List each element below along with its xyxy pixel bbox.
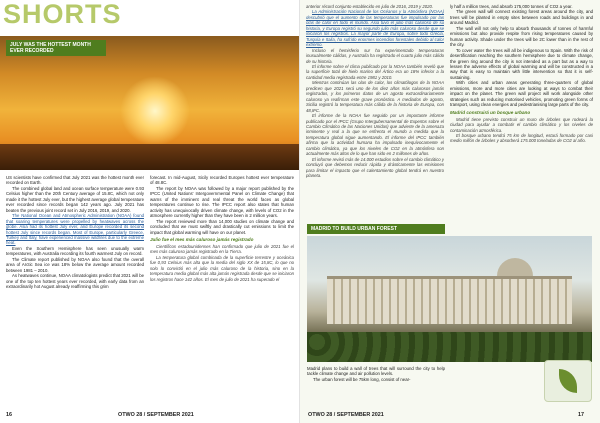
- spanish-subheading: Madrid construirá un bosque urbano: [450, 109, 531, 115]
- spanish-paragraph: El informe de la NOAA fue seguido por un importante informe publicado por el IPCC (Grupo Intergubernamental de Expertos sobre el Cambio Climático de las Naciones Unidas) que advierte de la amenaza inminente y real a la que se enfrenta el mundo a medida que la temperatura global sigue aumentando. El informe del IPCC también afirma que la actividad humana ha impulsado inequívocamente el cambio climático, ya que los niveles de CO2 en la atmósfera son actualmente más altos de lo que han sido en 2 millones de años.: [306, 113, 444, 157]
- spanish-paragraph: Científicos estadounidenses han confirmado que julio de 2021 fue el mes más caluroso jamás registrado en la Tierra.: [150, 243, 294, 255]
- page-number-left: 16: [6, 412, 12, 418]
- section-title: SHORTS: [3, 0, 122, 29]
- paragraph: Even the Southern Hemisphere has seen unusually warm temperatures, with Australia recording its fourth warmest July on record.: [6, 245, 144, 257]
- sun-glow: [120, 76, 190, 146]
- page-number-right: 17: [578, 412, 584, 418]
- heatwave-hero-image: [0, 36, 300, 170]
- paragraph: ly half a million trees, and absorb 175,000 tonnes of CO2 a year.: [450, 4, 573, 9]
- paragraph: The green wall will connect existing forest areas around the city, and trees will be planted in empty sites between roads and buildings in and around Madrid.: [450, 9, 593, 26]
- paragraph: To cover water the trees will all be indigenous to Spain. With the risk of desertification reaching the southern hemisphere due to climate change, the green ring around the city is not intended as a part but as a way to lessen the adverse effects of global warming and will be constructed in a way that is easy to maintain with little intervention so that it is self-sustaining.: [450, 47, 593, 80]
- spanish-paragraph: Mientras continúan las olas de calor, los climatólogos de la NOAA predicen que 2021 será uno de los diez años más calurosos jamás registrados, y los primeros datos de un agosto extraordinariamente caluroso ya reafirman este grave pronóstico. A mediados de agosto, Sicilia registró la temperatura más cálida de la historia de Europa, con 48,8ºC.: [306, 80, 444, 113]
- article-column-2: [150, 175, 294, 410]
- noaa-link-paragraph[interactable]: The National Ocean and Atmospheric Administration (NOAA) found that soaring temperatures were propelled by heatwaves across the globe. Asia had its hottest July ever, and Europe recorded its second hottest July since records began. Most of Europe, particularly Greece, Turkey and Italy, have experienced massive wildfires due to the extreme heat.: [6, 213, 144, 246]
- paragraph: The report by NOAA was followed by a major report published by the IPCC (United Nations' Intergovernmental Panel on Climate Change) that warns of the imminent and real threat the world faces as global temperatures continue to rise. The IPCC report also states that human activity has unequivocally driven climate change, with levels of CO2 in the atmosphere currently higher than they have been in 2 million years.: [150, 185, 294, 219]
- spanish-paragraph: Madrid tiene previsto construir un muro de árboles que rodeará la ciudad para ayudar a combatir el cambio climático y los niveles de contaminación atmosférica.: [450, 116, 593, 133]
- spanish-paragraph: El informe revisó más de 14.000 estudios sobre el cambio climático y concluyó que debemos reducir rápida y drásticamente las emisiones para limitar el impacto que el calentamiento global tendrá en nuestro planeta.: [306, 156, 444, 179]
- article-column-3: [306, 4, 444, 222]
- article-column-1: [6, 175, 144, 410]
- issue-title-right: OTWO 28 / SEPTEMBER 2021: [308, 412, 384, 418]
- paragraph: US scientists have confirmed that July 2021 was the hottest month ever recorded on Earth.: [6, 175, 144, 186]
- paragraph: forecast. In mid-August, Sicily recorded Europes hottest ever temperature of 48.8C.: [150, 175, 294, 186]
- paragraph: The combined global land and ocean surface temperature were 0.93 Celsius higher than the 20th Century average of 15.8C, which not only made it the hottest July ever, but the highest average global temperature ever recorded since records began 142 years ago. July 2021 has beaten the previous joint record set in July 2016, 2019, and 2020.: [6, 185, 144, 213]
- leaf-icon: [559, 369, 577, 393]
- paragraph: Madrid plans to build a wall of trees that will surround the city to help tackle climate change and air pollution levels.: [307, 366, 445, 377]
- paragraph: The report reviewed more than 14,000 studies on climate change and concluded that we must swiftly and drastically cut emissions to limit the impact that global warming will have on our planet.: [150, 218, 294, 235]
- paragraph: The Climate report published by NOAA also found that the overall area of Arctic Sea ice was 18% below the average amount recorded between 1981 – 2010.: [6, 256, 144, 273]
- spanish-paragraph: La temperatura global combinada de la superficie terrestre y oceánica fue 0,93 Celsius más alta que la media del siglo XX de 15,8C, lo que no solo lo convirtió en el julio más caluroso de la historia, sino en la temperatura media global más alta jamás registrada desde que se iniciaron los registros hace 142 años. El mes de julio de 2021 ha superado el: [150, 254, 294, 282]
- issue-title-left: OTWO 28 / SEPTEMBER 2021: [118, 412, 194, 418]
- paragraph: With cities and urban areas generating three-quarters of global emissions, more and more cities are looking at ways to combat their impact on the planet. The green wall project will work alongside other strategies such as reducing motorised vehicles, promoting green forms of transport, using clean energies and pedestrianising large parts of the city.: [450, 80, 593, 108]
- ground-silhouette: [0, 144, 300, 170]
- paragraph: The urban forest will be 75km long, consist of near-: [313, 376, 411, 382]
- article-column-4: [450, 4, 593, 232]
- paragraph: As heatwaves continue, NOAA climatologists predict that 2021 will be one of the top ten hottest years ever recorded, with early data from an extraordinarily hot August already reaffirming this grim: [6, 273, 144, 290]
- publication-logo: [544, 360, 592, 402]
- madrid-palace-photo: [307, 236, 592, 362]
- spanish-paragraph: Incluso el hemisferio sur ha experimentado temperaturas inusualmente cálidas, y Australia ha registrado el cuarto julio más cálido de su historia.: [306, 47, 444, 64]
- article-headline-madrid: MADRID TO BUILD URBAN FOREST: [307, 224, 445, 234]
- noaa-link-paragraph-es[interactable]: La Administración Nacional de los Océanos y la Atmósfera (NOAA) descubrió que el aumento de las temperaturas fue impulsado por las olas de calor en todo el mundo. Asia tuvo el julio más caluroso de su historia, y Europa registró su segundo julio más caluroso desde que se iniciaron los registros. La mayor parte de Europa, sobre todo Grecia, Turquía e Italia, ha sufrido enormes incendios forestales debido al calor extremo.: [306, 9, 444, 48]
- article-column-5: [307, 366, 445, 410]
- tree-line: [307, 332, 592, 362]
- palace-facade: [327, 276, 572, 324]
- spanish-paragraph: El informe sobre el clima publicado por la NOAA también reveló que la superficie total de hielo marino del Ártico era un 18% inferior a la cantidad media registrada entre 1981 y 2010.: [306, 63, 444, 80]
- spanish-subheading: Julio fue el mes más caluroso jamás registrado: [150, 236, 254, 242]
- spanish-paragraph: El bosque urbano tendrá 75 km de longitud, estará formado por casi medio millón de árboles y absorberá 175.000 toneladas de CO2 al año.: [450, 132, 593, 144]
- paragraph: The wall will not only help to absorb thousands of tonnes of harmful emissions but also provide respite from rising temperatures caused by human activity. Shade under the trees will be 2C lower than in the rest of the city.: [450, 25, 593, 48]
- article-headline-july: JULY WAS THE HOTTEST MONTH EVER RECORDED: [6, 40, 106, 56]
- spanish-paragraph: anterior récord conjunto establecido en julio de 2016, 2019 y 2020.: [306, 4, 434, 9]
